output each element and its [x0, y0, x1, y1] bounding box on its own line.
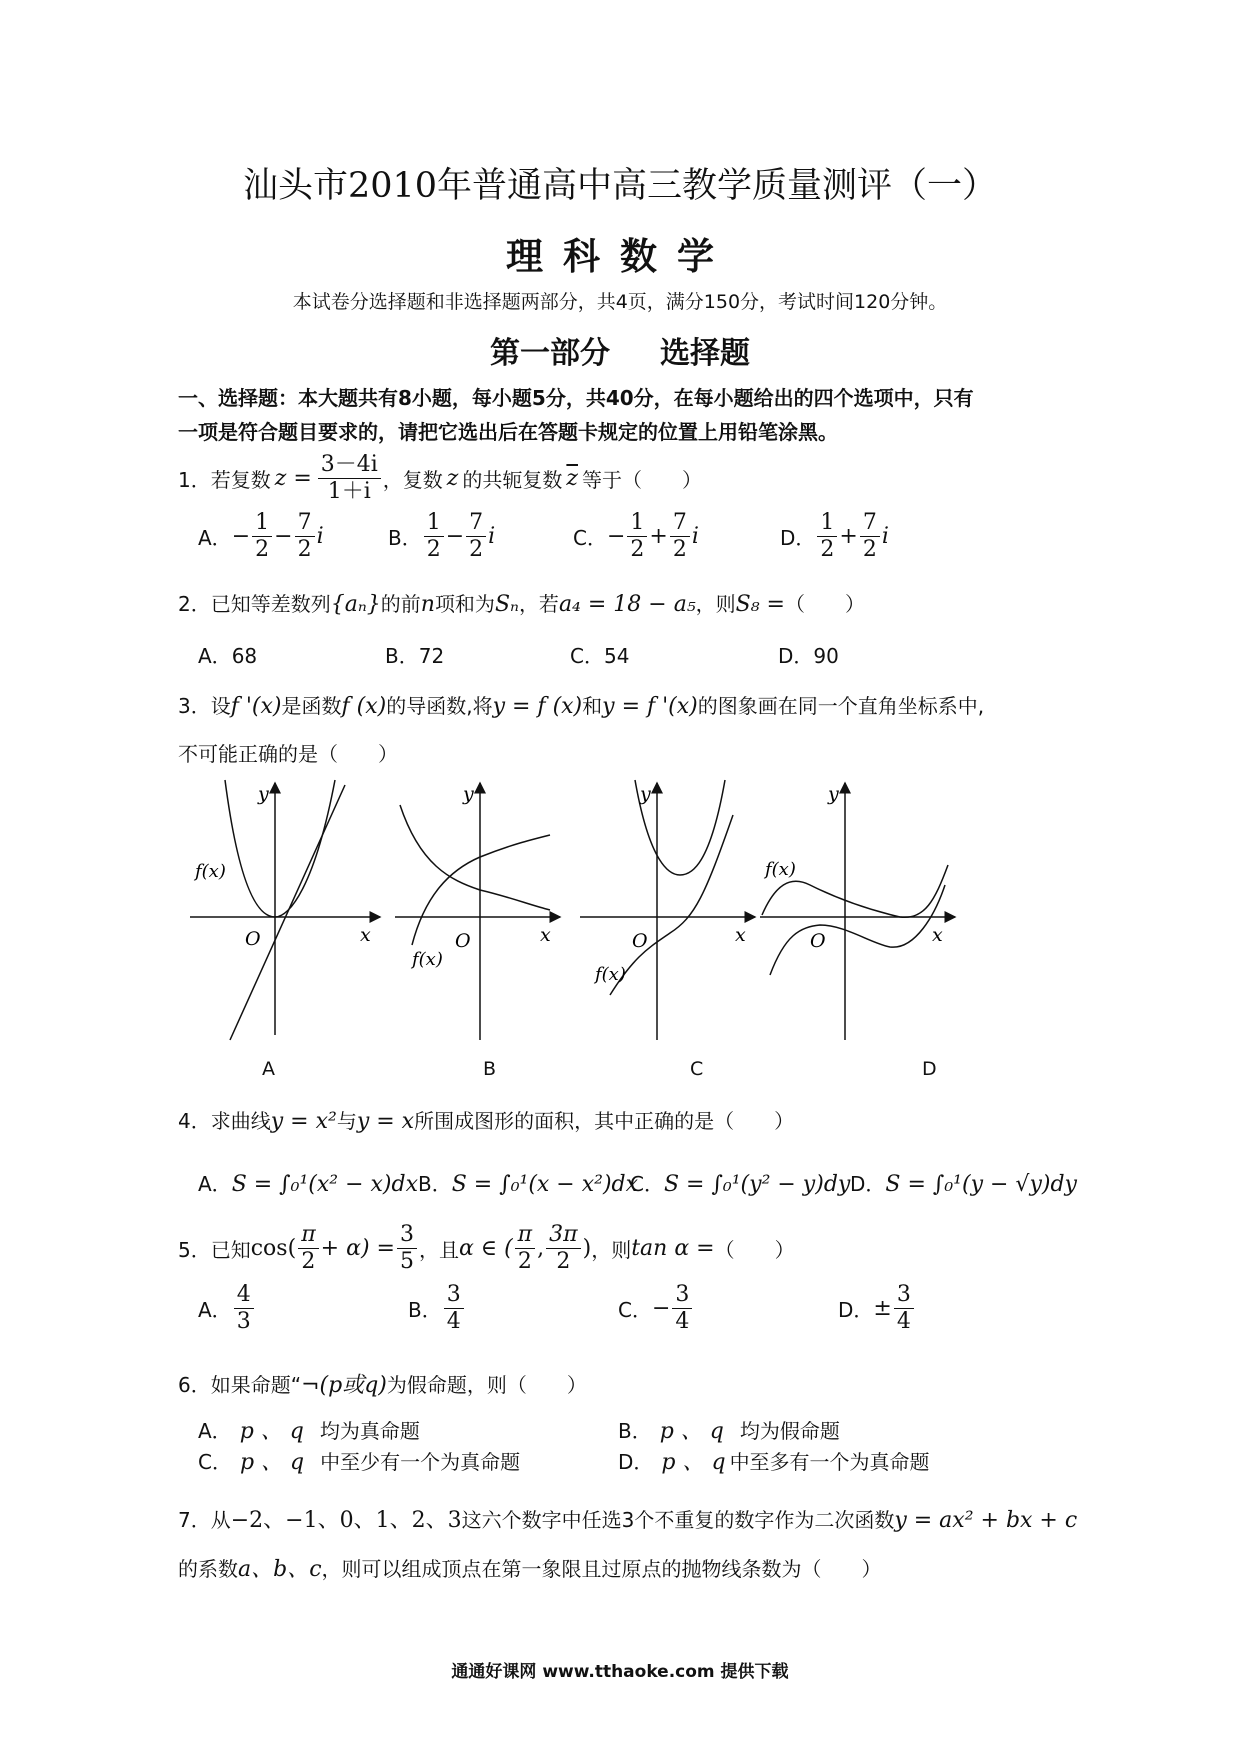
q2-opt-c: C．54 [570, 644, 630, 668]
graph-c-curve-2 [610, 815, 733, 995]
q4-opt-d: D．S = ∫₀¹(y − √y)dy [850, 1172, 1077, 1197]
q2-condition: a₄ = 18 − a₅ [558, 592, 696, 617]
graph-a-curve [225, 780, 335, 917]
part-title: 第一部分 [490, 336, 610, 371]
q1-opt-c: C． − $\frac{1}{2}$ + $\frac{7}{2}$ i [573, 510, 699, 562]
q1-opt-a: A． − $\frac{1}{2}$ − $\frac{7}{2}$ i [198, 510, 324, 562]
graph-a-y-label: y [258, 783, 269, 805]
question-1 [178, 452, 702, 505]
q6-opt-b: B． p 、 q 均为假命题 [618, 1419, 840, 1444]
graph-c-y-label: y [640, 783, 651, 805]
q4-opt-b: B．S = ∫₀¹(x − x²)dx [418, 1172, 639, 1197]
graph-c-caption: C [690, 1058, 704, 1080]
graph-d-y-label: y [828, 783, 839, 805]
question-2: 2．已知等差数列{aₙ}的前n项和为Sₙ，若a₄ = 18 − a₅，则S₈ =（ ） [178, 592, 865, 617]
part-heading [0, 328, 1240, 372]
graph-a-origin: O [245, 928, 261, 950]
question-6: 6．如果命题“¬(p或q)为假命题，则（ ） [178, 1373, 587, 1398]
question-7-line2: 的系数a、b、c，则可以组成顶点在第一象限且过原点的抛物线条数为（ ） [178, 1557, 882, 1582]
q4-opt-c: C．S = ∫₀¹(y² − y)dy [630, 1172, 851, 1197]
graph-b-curve-1 [400, 805, 550, 910]
graph-b-caption: B [483, 1058, 497, 1080]
question-4: 4．求曲线y = x²与y = x所围成图形的面积，其中正确的是（ ） [178, 1109, 795, 1134]
q1-z: z [446, 466, 459, 491]
q1-suffix: 等于（ ） [581, 468, 702, 492]
graph-d-origin: O [810, 930, 826, 952]
q1-fraction: $\frac{3-4i}{1+i}$ [318, 452, 381, 505]
graph-d-curve-2 [770, 885, 945, 975]
q6-opt-d: D． p 、 q 中至多有一个为真命题 [618, 1450, 930, 1475]
question-5: 5． 已知 cos( $\frac{\pi}{2}$ + α) = $\frac{3}{5}$ ，且 α ∈ ( $\frac{\pi}{2}$ , $\frac{3\pi}{2}$ ) ，则 tan α = （ ） [178, 1222, 795, 1274]
graph-b-origin: O [455, 930, 471, 952]
q5-opt-d: D． ± $\frac{3}{4}$ [838, 1282, 916, 1335]
q1-zbar: $\overline{z}$ [566, 466, 578, 491]
q2-opt-d: D．90 [778, 644, 839, 668]
q1-mid: ，复数 [382, 468, 443, 492]
section-instruction-1: 一、选择题：本大题共有8小题，每小题5分，共40分，在每小题给出的四个选项中，只有 [178, 386, 974, 410]
question-3: 3．设f '(x)是函数f (x)的导函数,将y = f (x)和y = f '(x)的图象画在同一个直角坐标系中, [178, 694, 985, 719]
q5-opt-b: B． $\frac{3}{4}$ [408, 1282, 466, 1335]
q6-opt-a: A． p 、 q 均为真命题 [198, 1419, 420, 1444]
exam-title: 汕头市2010年普通高中高三教学质量测评（一） [242, 166, 998, 206]
q1-number: 1． [178, 468, 211, 492]
graph-c-x-label: x [735, 924, 746, 946]
graph-b-y-label: y [463, 783, 474, 805]
graph-c-f-label: f(x) [595, 964, 626, 985]
graph-a-line [230, 785, 345, 1040]
graph-d-caption: D [922, 1058, 937, 1080]
q2-seq: {aₙ} [330, 592, 381, 617]
graph-b [395, 783, 560, 1040]
exam-subject: 理科数学 [506, 234, 734, 278]
graph-d-x-label: x [932, 924, 943, 946]
q1-prefix: 若复数 [210, 468, 271, 492]
q5-opt-c: C． − $\frac{3}{4}$ [618, 1282, 694, 1335]
graph-c [580, 780, 755, 1040]
q1-mid2: 的共轭复数 [462, 468, 563, 492]
q3-graphs [180, 775, 1060, 1095]
graph-c-origin: O [632, 930, 648, 952]
graph-d-f-label: f(x) [765, 859, 796, 880]
q4-opt-a: A．S = ∫₀¹(x² − x)dx [198, 1172, 418, 1197]
q6-opt-c: C． p 、 q 中至少有一个为真命题 [198, 1450, 521, 1475]
exam-info: 本试卷分选择题和非选择题两部分，共4页，满分150分，考试时间120分钟。 [292, 291, 948, 313]
graph-b-f-label: f(x) [412, 949, 443, 970]
footer: 通通好课网 www.tthaoke.com 提供下载 [451, 1662, 789, 1682]
graph-a-x-label: x [360, 924, 371, 946]
q5-opt-a: A． $\frac{4}{3}$ [198, 1282, 256, 1335]
question-3-line2: 不可能正确的是（ ） [178, 742, 398, 766]
q2-opt-b: B．72 [385, 644, 445, 668]
graph-a [190, 780, 380, 1040]
graph-a-caption: A [262, 1058, 275, 1080]
q1-var: z = [274, 466, 312, 491]
section-instruction-2: 一项是符合题目要求的，请把它选出后在答题卡规定的位置上用铅笔涂黑。 [178, 420, 838, 444]
q2-opt-a: A．68 [198, 644, 258, 668]
graph-a-f-label: f(x) [195, 861, 226, 882]
part-name: 选择题 [660, 336, 750, 371]
q1-opt-d: D． $\frac{1}{2}$ + $\frac{7}{2}$ i [780, 510, 889, 562]
q1-opt-b: B． $\frac{1}{2}$ − $\frac{7}{2}$ i [388, 510, 496, 562]
question-7: 7．从−2、−1、0、1、2、3这六个数字中任选3个不重复的数字作为二次函数y = ax² + bx + c [178, 1508, 1078, 1533]
graph-b-x-label: x [540, 924, 551, 946]
graph-d [760, 783, 955, 1040]
